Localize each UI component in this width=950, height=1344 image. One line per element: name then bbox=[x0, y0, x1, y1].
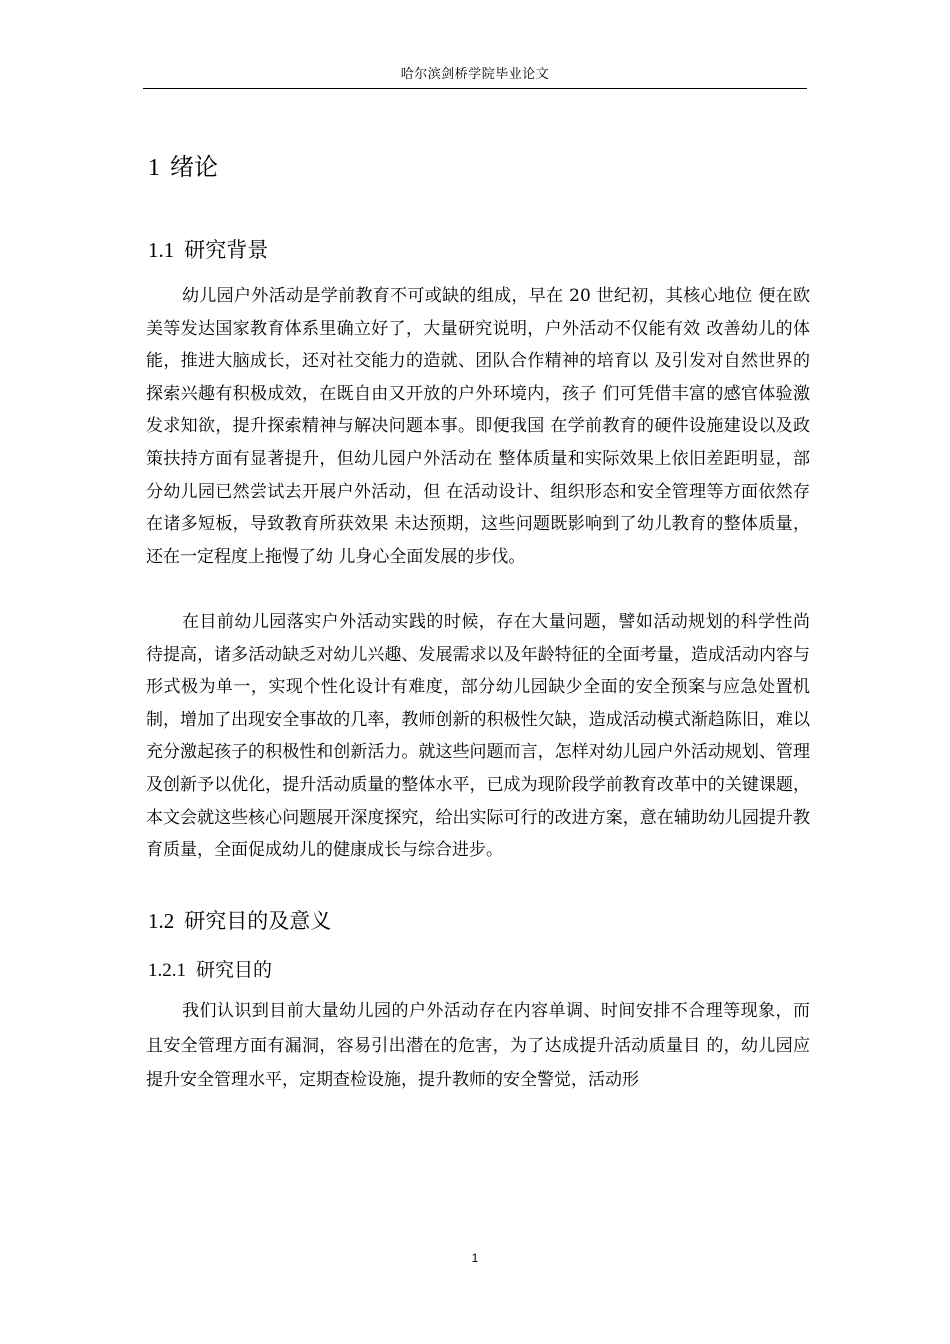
running-header: 哈尔滨剑桥学院毕业论文 bbox=[400, 67, 550, 82]
header-rule bbox=[143, 88, 807, 89]
section-heading-1-1 bbox=[148, 235, 268, 265]
body-paragraph-3: 我们认识到目前大量幼儿园的户外活动存在内容单调、时间安排不合理等现象，而且安全管理方面有漏洞，容易引出潜在的危害，为了达成提升活动质量目 的，幼儿园应提升安全管理水平，定期查检设施，提升教师的安全警觉，活动形 bbox=[146, 1001, 810, 1090]
section-title: 研究背景 bbox=[184, 238, 269, 262]
body-paragraph-1: 幼儿园户外活动是学前教育不可或缺的组成，早在 20 世纪初，其核心地位 便在欧美等发达国家教育体系里确立好了，大量研究说明，户外活动不仅能有效 改善幼儿的体能，推进大脑成长，还对社交能力的造就、团队合作精神的培育以 及引发对自然世界的探索兴趣有积极成效，在既自由又开放的户外环境内，孩子 们可凭借丰富的感官体验激发求知欲，提升探索精神与解决问题本事。即便我国 在学前教育的硬件设施建设以及政策扶持方面有显著提升，但幼儿园户外活动在 整体质量和实际效果上依旧差距明显，部分幼儿园已然尝试去开展户外活动，但 在活动设计、组织形态和安全管理等方面依然存在诸多短板，导致教育所获效果 未达预期，这些问题既影响到了幼儿教育的整体质量，还在一定程度上拖慢了幼 儿身心全面发展的步伐。 bbox=[146, 286, 810, 567]
chapter-title: 绪论 bbox=[170, 153, 218, 181]
subsection-number: 1.2.1 bbox=[148, 960, 186, 981]
section-heading-1-2 bbox=[148, 906, 331, 936]
subsection-heading-1-2-1 bbox=[148, 956, 272, 985]
chapter-number: 1 bbox=[148, 155, 160, 181]
section-number: 1.1 bbox=[148, 238, 175, 262]
section-number: 1.2 bbox=[148, 909, 175, 933]
section-title: 研究目的及意义 bbox=[184, 909, 332, 933]
subsection-title: 研究目的 bbox=[196, 959, 273, 981]
chapter-heading bbox=[148, 150, 218, 185]
page-number: 1 bbox=[471, 1251, 479, 1265]
body-paragraph-2: 在目前幼儿园落实户外活动实践的时候，存在大量问题，譬如活动规划的科学性尚待提高，诸多活动缺乏对幼儿兴趣、发展需求以及年龄特征的全面考量，造成活动内容与形式极为单一，实现个性化设计有难度，部分幼儿园缺少全面的安全预案与应急处置机制，增加了出现安全事故的几率，教师创新的积极性欠缺，造成活动模式渐趋陈旧，难以充分激起孩子的积极性和创新活力。就这些问题而言，怎样对幼儿园户外活动规划、管理及创新予以优化，提升活动质量的整体水平，已成为现阶段学前教育改革中的关键课题，本文会就这些核心问题展开深度探究，给出实际可行的改进方案，意在辅助幼儿园提升教育质量，全面促成幼儿的健康成长与综合进步。 bbox=[146, 612, 810, 861]
